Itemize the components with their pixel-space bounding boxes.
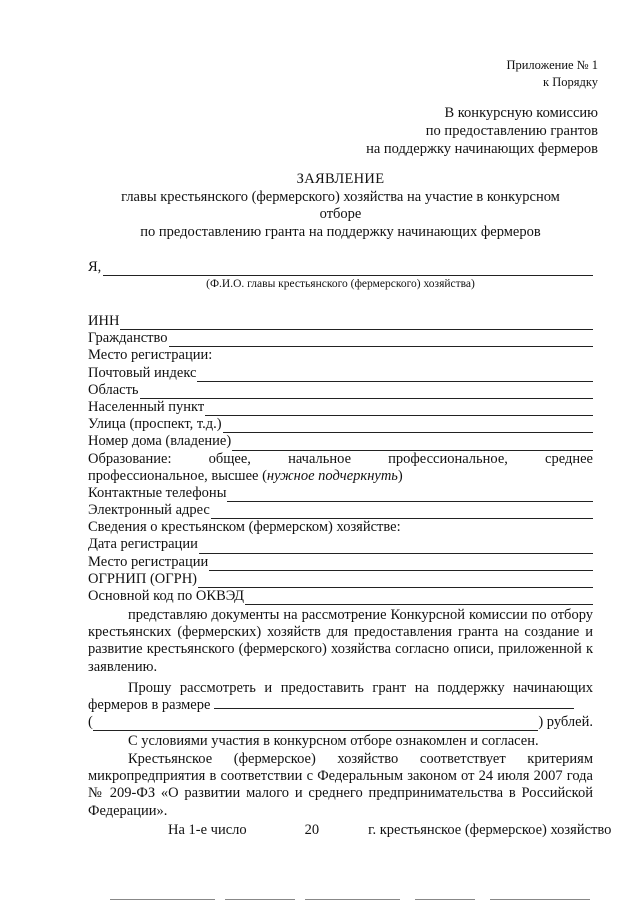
region-field[interactable] xyxy=(140,385,593,399)
footer-rule xyxy=(490,899,590,900)
addressee-line-3: на поддержку начинающих фермеров xyxy=(366,141,598,157)
applicant-caption: (Ф.И.О. главы крестьянского (фермерского) хозяйства) xyxy=(206,278,475,290)
title-main: ЗАЯВЛЕНИЕ xyxy=(296,171,385,187)
addressee-block xyxy=(366,104,598,158)
education-secondary[interactable]: среднее xyxy=(545,450,593,467)
footer-rule xyxy=(305,899,400,900)
education-primary[interactable]: начальное xyxy=(288,450,352,467)
registration-place-label: Место регистрации: xyxy=(88,347,213,364)
region-label: Область xyxy=(88,381,139,398)
ogrnip-label: ОГРНИП (ОГРН) xyxy=(88,570,198,587)
addressee-line-2: по предоставлению грантов xyxy=(425,123,598,139)
ogrnip-field[interactable] xyxy=(198,574,593,588)
street-label: Улица (проспект, т.д.) xyxy=(88,416,222,433)
citizenship-label: Гражданство xyxy=(88,330,168,347)
email-row xyxy=(88,502,593,519)
phones-field[interactable] xyxy=(227,488,593,502)
education-close: ) xyxy=(397,467,403,484)
reg-place-2-field[interactable] xyxy=(209,557,593,571)
education-general[interactable]: общее, xyxy=(208,450,251,467)
house-label: Номер дома (владение) xyxy=(88,433,232,450)
inn-field[interactable] xyxy=(120,316,593,330)
reg-place-2-label: Место регистрации xyxy=(88,553,209,570)
grant-amount-field[interactable] xyxy=(214,708,574,709)
email-label: Электронный адрес xyxy=(88,502,210,519)
education-label: Образование: xyxy=(88,450,172,467)
settlement-row xyxy=(88,399,593,416)
reg-place-2-row xyxy=(88,554,593,571)
region-row xyxy=(88,382,593,399)
footer-rule xyxy=(225,899,295,900)
citizenship-field[interactable] xyxy=(169,333,593,347)
house-field[interactable] xyxy=(232,437,593,451)
education-professional[interactable]: профессиональное, xyxy=(388,450,508,467)
settlement-label: Населенный пункт xyxy=(88,398,205,415)
okved-field[interactable] xyxy=(245,591,593,605)
applicant-fields xyxy=(88,313,593,605)
body-paragraph-3: С условиями участия в конкурсном отборе ознакомлен и согласен. xyxy=(128,733,539,749)
postal-code-label: Почтовый индекс xyxy=(88,364,197,381)
phones-row xyxy=(88,485,593,502)
grant-amount-tail: ) рублей. xyxy=(538,714,593,730)
title-line-3: по предоставлению гранта на поддержку начинающих фермеров xyxy=(140,223,541,240)
education-row-2 xyxy=(88,468,593,485)
okved-label: Основной код по ОКВЭД xyxy=(88,587,244,604)
document-title xyxy=(88,171,593,241)
reg-date-label: Дата регистрации xyxy=(88,536,198,553)
grant-amount-words-row xyxy=(88,714,593,731)
citizenship-row xyxy=(88,330,593,347)
appendix-line-2: к Порядку xyxy=(543,75,598,89)
registration-place-row xyxy=(88,347,593,364)
footer-rule xyxy=(110,899,215,900)
postal-code-row xyxy=(88,365,593,382)
education-line-2[interactable]: профессиональное, высшее ( xyxy=(88,467,267,484)
date-suffix-text: г. крестьянское (фермерское) хозяйство xyxy=(368,822,612,838)
street-field[interactable] xyxy=(223,419,593,433)
reg-date-field[interactable] xyxy=(199,540,593,554)
grant-amount-open-paren: ( xyxy=(88,714,93,730)
body-paragraph-2 xyxy=(88,680,593,714)
appendix-note xyxy=(506,57,598,91)
farm-info-label: Сведения о крестьянском (фермерском) хозяйстве: xyxy=(88,519,401,536)
inn-row xyxy=(88,313,593,330)
title-line-1: главы крестьянского (фермерского) хозяйства на участие в конкурсном xyxy=(121,188,560,205)
grant-request-text: Прошу рассмотреть и предоставить грант на поддержку начинающих фермеров в размере xyxy=(88,680,593,714)
grant-amount-words-field[interactable] xyxy=(93,717,539,731)
settlement-field[interactable] xyxy=(205,402,593,416)
house-row xyxy=(88,433,593,450)
email-field[interactable] xyxy=(211,505,593,519)
farm-info-row xyxy=(88,519,593,536)
title-line-2: отборе xyxy=(319,206,362,222)
applicant-prefix: Я, xyxy=(88,259,102,275)
postal-code-field[interactable] xyxy=(197,368,593,382)
inn-label: ИНН xyxy=(88,312,120,329)
appendix-line-1: Приложение № 1 xyxy=(506,58,598,72)
education-hint: нужное подчеркнуть xyxy=(266,467,398,484)
ogrnip-row xyxy=(88,571,593,588)
body-paragraph-5 xyxy=(88,822,612,839)
date-year-prefix: 20 xyxy=(304,822,320,838)
footer-rule xyxy=(415,899,475,900)
reg-date-row xyxy=(88,536,593,553)
body-paragraph-4: Крестьянское (фермерское) хозяйство соответствует критериям микропредприятия в соответствии с Федеральным законом от 24 июля 2007 года № 209-ФЗ «О развитии малого и среднего предпринимательства в Российской Федерации». xyxy=(88,751,593,819)
education-row xyxy=(88,451,593,468)
body-paragraph-1: представляю документы на рассмотрение Конкурсной комиссии по отбору крестьянских (фермерских) хозяйств для предоставления гранта на создание и развитие крестьянского (фермерского) хозяйства согласно описи, приложенной к заявлению. xyxy=(88,607,593,675)
date-prefix: На 1-е число xyxy=(168,822,247,838)
applicant-name-row xyxy=(88,259,593,276)
applicant-name-field[interactable] xyxy=(103,261,593,276)
phones-label: Контактные телефоны xyxy=(88,484,227,501)
okved-row xyxy=(88,588,593,605)
street-row xyxy=(88,416,593,433)
addressee-line-1: В конкурсную комиссию xyxy=(444,105,598,121)
